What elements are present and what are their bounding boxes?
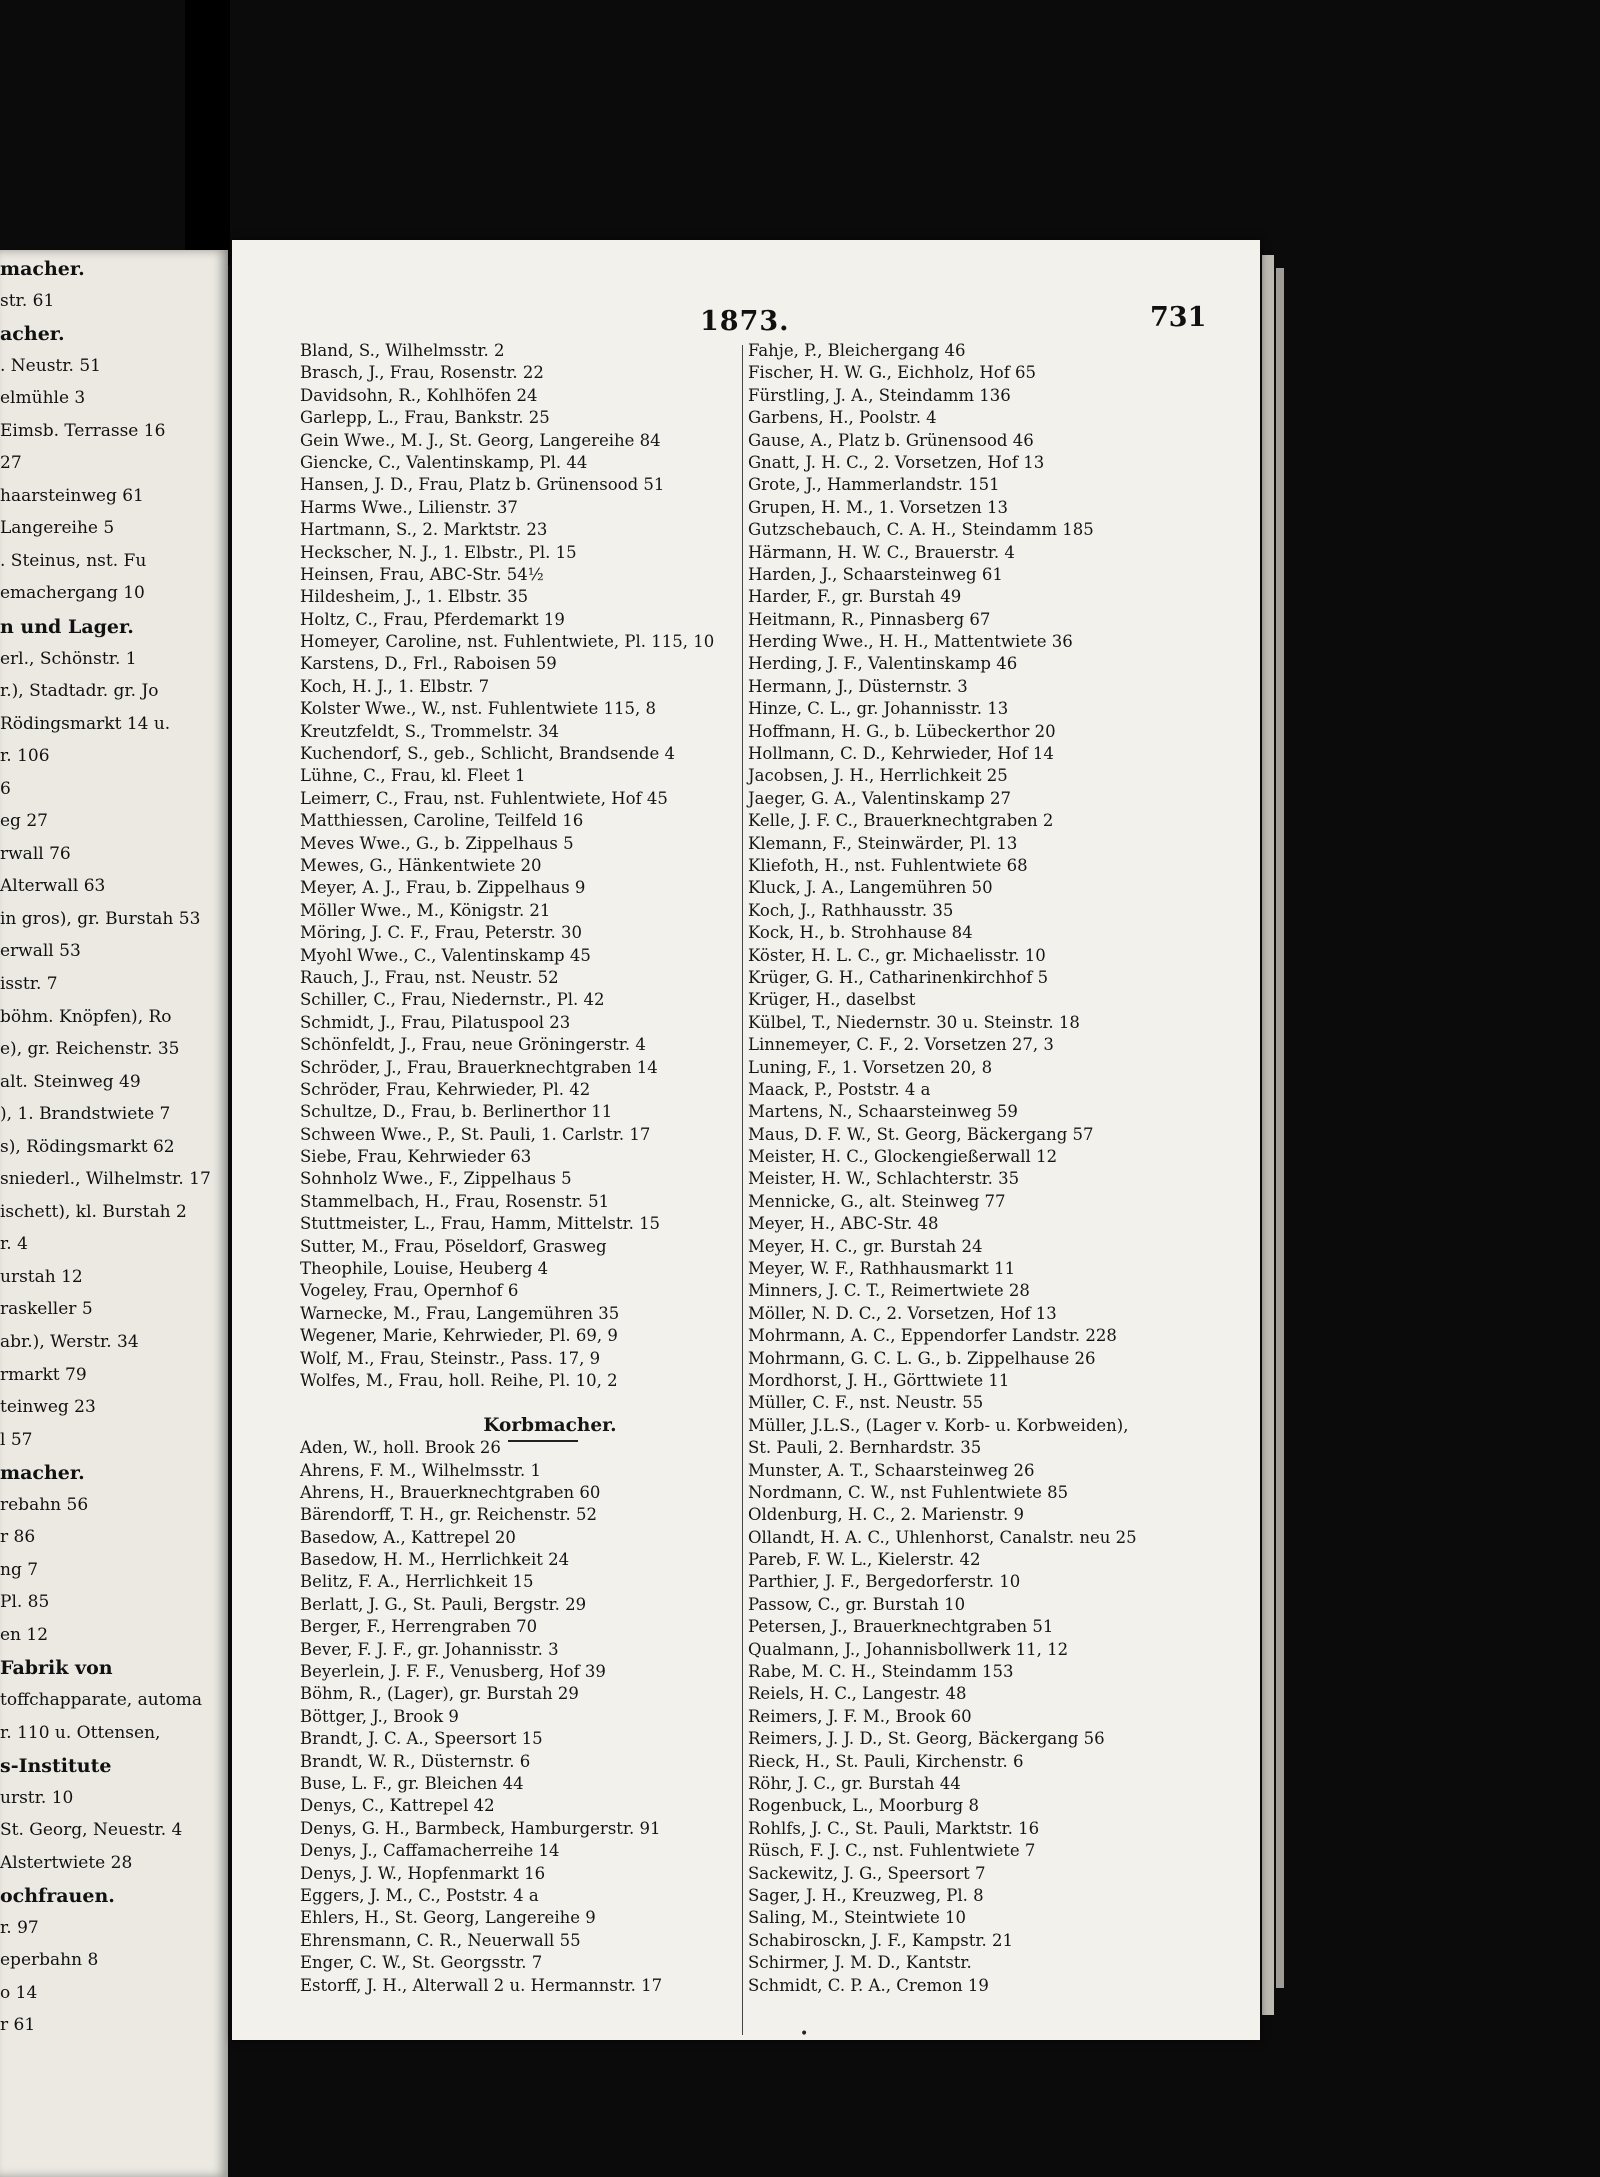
left-page-fragment: haarsteinweg 61 (0, 485, 144, 506)
left-page-fragment: rebahn 56 (0, 1494, 89, 1515)
left-page-fragment: erl., Schönstr. 1 (0, 648, 137, 669)
right-column (748, 340, 1218, 1997)
left-page-fragment: . Neustr. 51 (0, 355, 101, 376)
directory-entry: Theophile, Louise, Heuberg 4 (300, 1259, 549, 1279)
left-page-fragment: Pl. 85 (0, 1592, 50, 1613)
directory-entry: Schröder, Frau, Kehrwieder, Pl. 42 (300, 1079, 591, 1099)
left-page-fragment: erwall 53 (0, 941, 81, 962)
directory-entry: Bärendorff, T. H., gr. Reichenstr. 52 (300, 1505, 597, 1525)
directory-entry: Reimers, J. F. M., Brook 60 (748, 1706, 972, 1726)
left-page-fragment: eg 27 (0, 811, 48, 832)
directory-entry: Meyer, H., ABC-Str. 48 (748, 1214, 939, 1234)
directory-entry: Mordhorst, J. H., Görttwiete 11 (748, 1370, 1010, 1390)
directory-entry: Buse, L. F., gr. Bleichen 44 (300, 1774, 524, 1793)
directory-entry: Wolfes, M., Frau, holl. Reihe, Pl. 10, 2 (300, 1370, 618, 1390)
directory-entry: Böttger, J., Brook 9 (300, 1706, 459, 1726)
directory-entry: Kolster Wwe., W., nst. Fuhlentwiete 115, 8 (300, 699, 656, 719)
left-page-fragment: . Steinus, nst. Fu (0, 550, 147, 571)
directory-entry: Gause, A., Platz b. Grünensood 46 (748, 430, 1034, 450)
directory-entry: Denys, J. W., Hopfenmarkt 16 (300, 1863, 546, 1883)
left-page-fragment: Alterwall 63 (0, 876, 106, 897)
directory-entry: Harder, F., gr. Burstah 49 (748, 587, 962, 607)
directory-entry: Fischer, H. W. G., Eichholz, Hof 65 (748, 363, 1037, 383)
directory-entry: Härmann, H. W. C., Brauerstr. 4 (748, 542, 1015, 562)
directory-entry: Ahrens, F. M., Wilhelmsstr. 1 (300, 1460, 541, 1480)
left-page-fragment: r 86 (0, 1527, 36, 1548)
directory-entry: Meyer, W. F., Rathhausmarkt 11 (748, 1259, 1016, 1279)
left-page-fragment: o 14 (0, 1982, 38, 2003)
directory-entry: Meister, H. W., Schlachterstr. 35 (748, 1169, 1020, 1189)
directory-entry: Müller, J.L.S., (Lager v. Korb- u. Korbweiden), (748, 1415, 1129, 1435)
directory-entry: Herding, J. F., Valentinskamp 46 (748, 654, 1018, 674)
directory-entry: Kelle, J. F. C., Brauerknechtgraben 2 (748, 811, 1054, 831)
directory-entry: Grote, J., Hammerlandstr. 151 (748, 475, 1000, 495)
directory-entry: Mohrmann, G. C. L. G., b. Zippelhause 26 (748, 1348, 1096, 1368)
directory-entry: Warnecke, M., Frau, Langemühren 35 (300, 1303, 620, 1323)
directory-entry: Qualmann, J., Johannisbollwerk 11, 12 (748, 1639, 1069, 1659)
left-page-fragment: Alstertwiete 28 (0, 1852, 133, 1873)
directory-entry: Heinsen, Frau, ABC-Str. 54½ (300, 564, 544, 584)
left-page-fragment: l 57 (0, 1429, 33, 1450)
directory-entry: Homeyer, Caroline, nst. Fuhlentwiete, Pl. 115, 10 (300, 632, 715, 652)
directory-entry: Berlatt, J. G., St. Pauli, Bergstr. 29 (300, 1594, 587, 1614)
directory-entry: Kliefoth, H., nst. Fuhlentwiete 68 (748, 855, 1028, 875)
directory-entry: Davidsohn, R., Kohlhöfen 24 (300, 385, 538, 405)
directory-entry: Schween Wwe., P., St. Pauli, 1. Carlstr. 17 (300, 1124, 651, 1144)
page-year: 1873. (700, 306, 790, 337)
directory-entry: Denys, J., Caffamacherreihe 14 (300, 1841, 560, 1861)
left-page-fragment: Eimsb. Terrasse 16 (0, 420, 166, 441)
directory-entry: Beyerlein, J. F. F., Venusberg, Hof 39 (300, 1662, 606, 1682)
directory-entry: Reiels, H. C., Langestr. 48 (748, 1684, 967, 1704)
left-page-fragment: abr.), Werstr. 34 (0, 1332, 139, 1352)
left-page-fragment: str. 61 (0, 290, 55, 311)
directory-entry: Basedow, H. M., Herrlichkeit 24 (300, 1550, 570, 1570)
directory-entry: Röhr, J. C., gr. Burstah 44 (748, 1774, 961, 1793)
directory-entry (300, 1392, 740, 1414)
left-page-fragment: Rödingsmarkt 14 u. (0, 713, 171, 734)
directory-entry: Sohnholz Wwe., F., Zippelhaus 5 (300, 1169, 572, 1189)
directory-entry: Luning, F., 1. Vorsetzen 20, 8 (748, 1057, 993, 1077)
directory-entry: Belitz, F. A., Herrlichkeit 15 (300, 1572, 534, 1592)
directory-entry: Möller Wwe., M., Königstr. 21 (300, 900, 551, 920)
directory-entry: Heckscher, N. J., 1. Elbstr., Pl. 15 (300, 542, 577, 562)
directory-entry: Koch, H. J., 1. Elbstr. 7 (300, 676, 490, 696)
directory-entry: Myohl Wwe., C., Valentinskamp 45 (300, 945, 591, 965)
directory-entry: Sager, J. H., Kreuzweg, Pl. 8 (748, 1885, 984, 1905)
directory-entry: Stuttmeister, L., Frau, Hamm, Mittelstr. 15 (300, 1214, 661, 1234)
directory-entry: Brandt, J. C. A., Speersort 15 (300, 1729, 543, 1749)
directory-entry: Denys, C., Kattrepel 42 (300, 1796, 495, 1816)
directory-entry: Gnatt, J. H. C., 2. Vorsetzen, Hof 13 (748, 452, 1045, 472)
directory-entry: Fahje, P., Bleichergang 46 (748, 341, 966, 360)
directory-entry: Sutter, M., Frau, Pöseldorf, Grasweg (300, 1236, 607, 1256)
left-page-fragment: Fabrik von (0, 1657, 113, 1680)
directory-entry: Gutzschebauch, C. A. H., Steindamm 185 (748, 520, 1094, 540)
directory-entry: Oldenburg, H. C., 2. Marienstr. 9 (748, 1505, 1024, 1525)
left-page-fragment: alt. Steinweg 49 (0, 1071, 141, 1092)
left-page-fragment: böhm. Knöpfen), Ro (0, 1006, 172, 1027)
directory-entry: Holtz, C., Frau, Pferdemarkt 19 (300, 609, 565, 629)
directory-entry: Herding Wwe., H. H., Mattentwiete 36 (748, 632, 1073, 652)
directory-entry: Pareb, F. W. L., Kielerstr. 42 (748, 1550, 981, 1570)
left-page-fragment: e), gr. Reichenstr. 35 (0, 1039, 180, 1060)
directory-entry: Hinze, C. L., gr. Johannisstr. 13 (748, 699, 1009, 719)
left-page-fragment: r 61 (0, 2015, 36, 2036)
directory-entry: Hollmann, C. D., Kehrwieder, Hof 14 (748, 744, 1054, 764)
directory-entry: Ahrens, H., Brauerknechtgraben 60 (300, 1482, 601, 1502)
directory-entry: Ehrensmann, C. R., Neuerwall 55 (300, 1930, 581, 1950)
left-page-fragment: ischett), kl. Burstah 2 (0, 1201, 187, 1222)
directory-entry: Grupen, H. M., 1. Vorsetzen 13 (748, 497, 1009, 517)
directory-entry: Eggers, J. M., C., Poststr. 4 a (300, 1885, 539, 1905)
directory-entry: Mewes, G., Hänkentwiete 20 (300, 855, 542, 875)
directory-entry: Meves Wwe., G., b. Zippelhaus 5 (300, 833, 574, 853)
directory-entry: Fürstling, J. A., Steindamm 136 (748, 385, 1011, 405)
directory-entry: Rauch, J., Frau, nst. Neustr. 52 (300, 967, 559, 987)
directory-entry: Meyer, A. J., Frau, b. Zippelhaus 9 (300, 878, 586, 898)
left-page-fragment: Langereihe 5 (0, 518, 115, 539)
directory-entry: Meister, H. C., Glockengießerwall 12 (748, 1147, 1058, 1167)
page-edge (1262, 255, 1274, 2015)
left-page (0, 250, 228, 2177)
directory-entry: Passow, C., gr. Burstah 10 (748, 1594, 966, 1614)
directory-entry: Schultze, D., Frau, b. Berlinerthor 11 (300, 1102, 613, 1122)
directory-entry: Brandt, W. R., Düsternstr. 6 (300, 1751, 531, 1771)
directory-entry: Jacobsen, J. H., Herrlichkeit 25 (748, 766, 1008, 786)
page-edge (1276, 268, 1284, 1988)
directory-entry: Matthiessen, Caroline, Teilfeld 16 (300, 811, 584, 831)
left-page-fragment: r. 4 (0, 1234, 28, 1255)
directory-entry: Schmidt, J., Frau, Pilatuspool 23 (300, 1012, 571, 1032)
directory-entry: Hansen, J. D., Frau, Platz b. Grünensood 51 (300, 475, 665, 495)
page-mark: • (800, 2026, 809, 2042)
directory-entry: Reimers, J. J. D., St. Georg, Bäckergang 56 (748, 1729, 1105, 1749)
directory-entry: Wolf, M., Frau, Steinstr., Pass. 17, 9 (300, 1348, 601, 1368)
left-page-fragment: r. 97 (0, 1917, 39, 1938)
directory-entry: Maack, P., Poststr. 4 a (748, 1079, 931, 1099)
left-page-fragment: emachergang 10 (0, 583, 145, 604)
directory-entry: Linnemeyer, C. F., 2. Vorsetzen 27, 3 (748, 1035, 1054, 1055)
directory-entry: Gein Wwe., M. J., St. Georg, Langereihe 84 (300, 430, 661, 450)
directory-entry: Jaeger, G. A., Valentinskamp 27 (748, 788, 1012, 808)
directory-entry: Krüger, H., daselbst (748, 990, 916, 1010)
directory-entry: Heitmann, R., Pinnasberg 67 (748, 609, 991, 629)
directory-entry: Denys, G. H., Barmbeck, Hamburgerstr. 91 (300, 1818, 661, 1838)
directory-entry: Klemann, F., Steinwärder, Pl. 13 (748, 833, 1018, 853)
directory-entry: Schmidt, C. P. A., Cremon 19 (748, 1975, 989, 1995)
directory-entry: Hermann, J., Düsternstr. 3 (748, 676, 968, 696)
directory-entry: Martens, N., Schaarsteinweg 59 (748, 1102, 1018, 1122)
left-page-fragment: 6 (0, 778, 11, 799)
directory-entry: Munster, A. T., Schaarsteinweg 26 (748, 1460, 1035, 1480)
directory-entry: Bever, F. J. F., gr. Johannisstr. 3 (300, 1639, 559, 1659)
left-column (300, 340, 740, 1997)
page-number: 731 (1150, 302, 1207, 333)
book-binding (185, 0, 230, 265)
directory-entry: Hartmann, S., 2. Marktstr. 23 (300, 520, 548, 540)
directory-entry: Petersen, J., Brauerknechtgraben 51 (748, 1617, 1054, 1637)
directory-entry: Stammelbach, H., Frau, Rosenstr. 51 (300, 1191, 610, 1211)
left-page-fragment: isstr. 7 (0, 974, 58, 994)
left-page-fragment: St. Georg, Neuestr. 4 (0, 1820, 183, 1841)
directory-entry: Karstens, D., Frl., Raboisen 59 (300, 654, 557, 674)
left-page-fragment: s-Institute (0, 1755, 112, 1778)
directory-entry: Leimerr, C., Frau, nst. Fuhlentwiete, Hof 45 (300, 788, 668, 808)
left-page-fragment: urstr. 10 (0, 1787, 74, 1808)
column-divider (742, 345, 743, 2035)
directory-entry: Hildesheim, J., 1. Elbstr. 35 (300, 587, 529, 607)
section-heading: Korbmacher. (483, 1414, 617, 1436)
directory-entry: Schönfeldt, J., Frau, neue Gröningerstr. 4 (300, 1035, 646, 1055)
directory-entry: Koch, J., Rathhausstr. 35 (748, 900, 954, 920)
directory-entry: Enger, C. W., St. Georgsstr. 7 (300, 1953, 543, 1973)
directory-entry: Mohrmann, A. C., Eppendorfer Landstr. 228 (748, 1326, 1117, 1346)
directory-entry: Harms Wwe., Lilienstr. 37 (300, 497, 518, 517)
directory-entry: Kluck, J. A., Langemühren 50 (748, 878, 993, 898)
left-page-fragment: toffchapparate, automa (0, 1690, 203, 1710)
directory-entry: Schröder, J., Frau, Brauerknechtgraben 14 (300, 1057, 658, 1077)
directory-entry: Estorff, J. H., Alterwall 2 u. Hermannstr. 17 (300, 1975, 663, 1995)
directory-entry: Schabirosckn, J. F., Kampstr. 21 (748, 1930, 1013, 1950)
directory-entry: Kreutzfeldt, S., Trommelstr. 34 (300, 721, 560, 741)
directory-entry: Berger, F., Herrengraben 70 (300, 1617, 538, 1637)
directory-entry: Krüger, G. H., Catharinenkirchhof 5 (748, 967, 1049, 987)
left-page-fragment: rwall 76 (0, 843, 71, 864)
directory-entry: Böhm, R., (Lager), gr. Burstah 29 (300, 1684, 579, 1704)
left-page-fragment: urstah 12 (0, 1266, 83, 1287)
directory-entry: Wegener, Marie, Kehrwieder, Pl. 69, 9 (300, 1326, 618, 1346)
left-page-fragment: r. 106 (0, 746, 50, 767)
directory-entry: Kuchendorf, S., geb., Schlicht, Brandsende 4 (300, 744, 675, 764)
left-page-fragment: acher. (0, 323, 65, 346)
directory-entry: Aden, W., holl. Brook 26 (300, 1438, 501, 1458)
directory-entry: Maus, D. F. W., St. Georg, Bäckergang 57 (748, 1124, 1094, 1144)
directory-entry: Möller, N. D. C., 2. Vorsetzen, Hof 13 (748, 1303, 1057, 1323)
directory-entry: Köster, H. L. C., gr. Michaelisstr. 10 (748, 945, 1046, 965)
left-page-fragment: sniederl., Wilhelmstr. 17 (0, 1169, 211, 1190)
left-page-fragment: macher. (0, 1462, 85, 1485)
directory-entry: Rohlfs, J. C., St. Pauli, Marktstr. 16 (748, 1818, 1040, 1838)
directory-entry: Bland, S., Wilhelmsstr. 2 (300, 341, 505, 360)
directory-entry: Rogenbuck, L., Moorburg 8 (748, 1796, 979, 1816)
left-page-fragment: 27 (0, 453, 22, 474)
left-page-fragment: en 12 (0, 1624, 49, 1645)
left-page-fragment: ), 1. Brandstwiete 7 (0, 1104, 171, 1125)
directory-entry: Kock, H., b. Strohhause 84 (748, 923, 973, 943)
directory-entry: Harden, J., Schaarsteinweg 61 (748, 564, 1003, 584)
left-page-fragment: in gros), gr. Burstah 53 (0, 908, 201, 929)
directory-entry: Ollandt, H. A. C., Uhlenhorst, Canalstr. neu 25 (748, 1527, 1137, 1547)
directory-entry: Müller, C. F., nst. Neustr. 55 (748, 1393, 984, 1413)
left-page-fragment: n und Lager. (0, 616, 134, 638)
directory-entry: Basedow, A., Kattrepel 20 (300, 1527, 516, 1547)
directory-entry: Vogeley, Frau, Opernhof 6 (300, 1281, 519, 1301)
left-page-fragment: elmühle 3 (0, 388, 86, 409)
left-page-fragment: r.), Stadtadr. gr. Jo (0, 681, 159, 702)
directory-entry: Garlepp, L., Frau, Bankstr. 25 (300, 408, 550, 428)
directory-entry: Külbel, T., Niedernstr. 30 u. Steinstr. 18 (748, 1012, 1080, 1032)
directory-entry: Brasch, J., Frau, Rosenstr. 22 (300, 363, 544, 383)
left-page-fragment: rmarkt 79 (0, 1364, 87, 1385)
left-page-fragment: teinweg 23 (0, 1397, 96, 1418)
left-page-fragment: s), Rödingsmarkt 62 (0, 1136, 175, 1157)
directory-entry: Rieck, H., St. Pauli, Kirchenstr. 6 (748, 1751, 1024, 1771)
directory-entry: Ehlers, H., St. Georg, Langereihe 9 (300, 1908, 596, 1928)
left-page-fragment: ng 7 (0, 1559, 39, 1580)
left-page-fragment: ochfrauen. (0, 1885, 115, 1908)
directory-entry: Parthier, J. F., Bergedorferstr. 10 (748, 1572, 1021, 1592)
directory-entry: Minners, J. C. T., Reimertwiete 28 (748, 1281, 1030, 1301)
directory-entry: St. Pauli, 2. Bernhardstr. 35 (748, 1438, 982, 1458)
directory-entry: Giencke, C., Valentinskamp, Pl. 44 (300, 452, 588, 472)
directory-entry: Nordmann, C. W., nst Fuhlentwiete 85 (748, 1482, 1069, 1502)
left-page-fragment: r. 110 u. Ottensen, (0, 1722, 161, 1743)
directory-entry: Sackewitz, J. G., Speersort 7 (748, 1863, 986, 1883)
directory-entry: Mennicke, G., alt. Steinweg 77 (748, 1191, 1006, 1211)
directory-entry: Saling, M., Steintwiete 10 (748, 1908, 967, 1928)
directory-entry: Möring, J. C. F., Frau, Peterstr. 30 (300, 923, 582, 943)
directory-entry: Schirmer, J. M. D., Kantstr. (748, 1953, 972, 1973)
directory-entry: Garbens, H., Poolstr. 4 (748, 408, 937, 428)
directory-entry: Meyer, H. C., gr. Burstah 24 (748, 1236, 983, 1256)
left-page-fragment: macher. (0, 258, 85, 280)
directory-entry: Siebe, Frau, Kehrwieder 63 (300, 1147, 532, 1167)
directory-entry: Lühne, C., Frau, kl. Fleet 1 (300, 766, 526, 786)
left-page-fragment: raskeller 5 (0, 1299, 93, 1320)
directory-entry: Rüsch, F. J. C., nst. Fuhlentwiete 7 (748, 1841, 1036, 1861)
directory-entry: Rabe, M. C. H., Steindamm 153 (748, 1662, 1014, 1682)
left-page-fragment: eperbahn 8 (0, 1950, 99, 1971)
directory-entry: Schiller, C., Frau, Niedernstr., Pl. 42 (300, 990, 605, 1010)
directory-entry: Hoffmann, H. G., b. Lübeckerthor 20 (748, 721, 1056, 741)
